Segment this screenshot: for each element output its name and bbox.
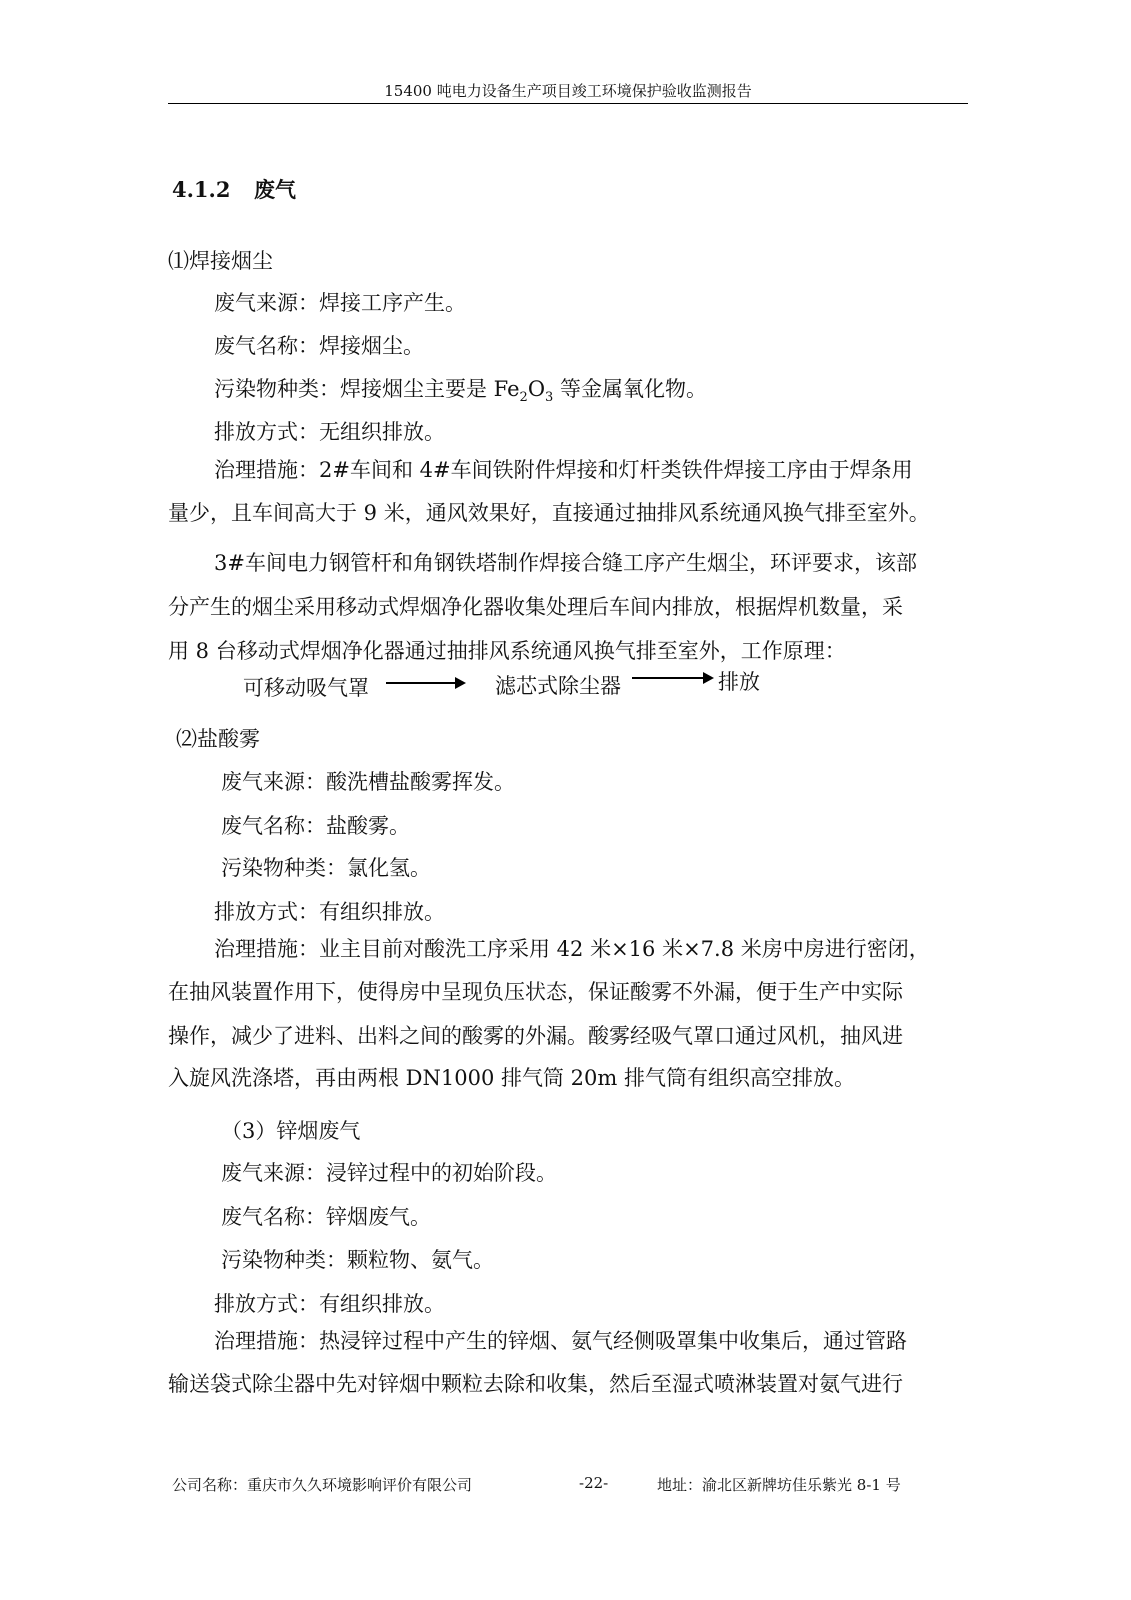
- header-title: 15400 吨电力设备生产项目竣工环境保护验收监测报告: [384, 82, 752, 100]
- welding-heading: ⑴焊接烟尘: [168, 249, 273, 273]
- footer-company: 公司名称：重庆市久久环境影响评价有限公司: [172, 1476, 473, 1494]
- zinc-discharge: 排放方式：有组织排放。: [214, 1292, 445, 1316]
- welding-pollutant-sub2: 3: [545, 390, 554, 406]
- hcl-source: 废气来源：酸洗槽盐酸雾挥发。: [221, 770, 515, 794]
- zinc-source: 废气来源：浸锌过程中的初始阶段。: [221, 1161, 557, 1185]
- welding-name: 废气名称：焊接烟尘。: [214, 334, 424, 358]
- hcl-measure-line3: 操作，减少了进料、出料之间的酸雾的外漏。酸雾经吸气罩口通过风机，抽风进: [168, 1024, 903, 1048]
- welding-para-line2: 分产生的烟尘采用移动式焊烟净化器收集处理后车间内排放，根据焊机数量，采: [168, 595, 903, 619]
- welding-para-line3: 用 8 台移动式焊烟净化器通过抽排风系统通风换气排至室外，工作原理：: [168, 639, 846, 663]
- flow-arrow-1: [386, 682, 464, 684]
- welding-para-line1: 3#车间电力钢管杆和角钢铁塔制作焊接合缝工序产生烟尘，环评要求，该部: [214, 551, 917, 575]
- section-number: 4.1.2: [172, 177, 231, 202]
- zinc-measure-line1: 治理措施：热浸锌过程中产生的锌烟、氨气经侧吸罩集中收集后，通过管路: [214, 1329, 907, 1353]
- welding-pollutant-sub1: 2: [519, 390, 528, 406]
- welding-pollutant-suffix: 等金属氧化物。: [553, 377, 707, 401]
- welding-discharge: 排放方式：无组织排放。: [214, 420, 445, 444]
- zinc-pollutant: 污染物种类：颗粒物、氨气。: [221, 1248, 494, 1272]
- section-heading: [172, 174, 296, 204]
- welding-measure-line1: 治理措施：2#车间和 4#车间铁附件焊接和灯杆类铁件焊接工序由于焊条用: [214, 458, 913, 482]
- zinc-heading: （3）锌烟废气: [221, 1119, 361, 1143]
- header-divider: [168, 103, 968, 104]
- welding-source: 废气来源：焊接工序产生。: [214, 291, 466, 315]
- flow-step-hood: 可移动吸气罩: [243, 676, 369, 700]
- welding-measure-line2: 量少，且车间高大于 9 米，通风效果好，直接通过抽排风系统通风换气排至室外。: [168, 501, 930, 525]
- hcl-pollutant: 污染物种类：氯化氢。: [221, 856, 431, 880]
- welding-pollutant-mid: O: [527, 377, 546, 401]
- welding-pollutant: [214, 373, 707, 406]
- hcl-heading: ⑵盐酸雾: [176, 727, 260, 751]
- hcl-discharge: 排放方式：有组织排放。: [214, 900, 445, 924]
- flow-step-discharge: 排放: [718, 670, 760, 694]
- section-title: 废气: [254, 177, 296, 202]
- hcl-name: 废气名称：盐酸雾。: [221, 814, 410, 838]
- footer-address: 地址：渝北区新牌坊佳乐紫光 8-1 号: [657, 1476, 901, 1494]
- zinc-measure-line2: 输送袋式除尘器中先对锌烟中颗粒去除和收集，然后至湿式喷淋装置对氨气进行: [168, 1372, 903, 1396]
- hcl-measure-line4: 入旋风洗涤塔，再由两根 DN1000 排气筒 20m 排气筒有组织高空排放。: [168, 1066, 855, 1090]
- welding-pollutant-prefix: 污染物种类：焊接烟尘主要是 Fe: [214, 377, 520, 401]
- flow-arrow-2: [632, 677, 712, 679]
- footer-page-number: -22-: [579, 1474, 609, 1492]
- zinc-name: 废气名称：锌烟废气。: [221, 1205, 431, 1229]
- flow-step-filter: 滤芯式除尘器: [495, 674, 621, 698]
- hcl-measure-line1: 治理措施：业主目前对酸洗工序采用 42 米×16 米×7.8 米房中房进行密闭，: [214, 937, 930, 961]
- hcl-measure-line2: 在抽风装置作用下，使得房中呈现负压状态，保证酸雾不外漏，便于生产中实际: [168, 980, 903, 1004]
